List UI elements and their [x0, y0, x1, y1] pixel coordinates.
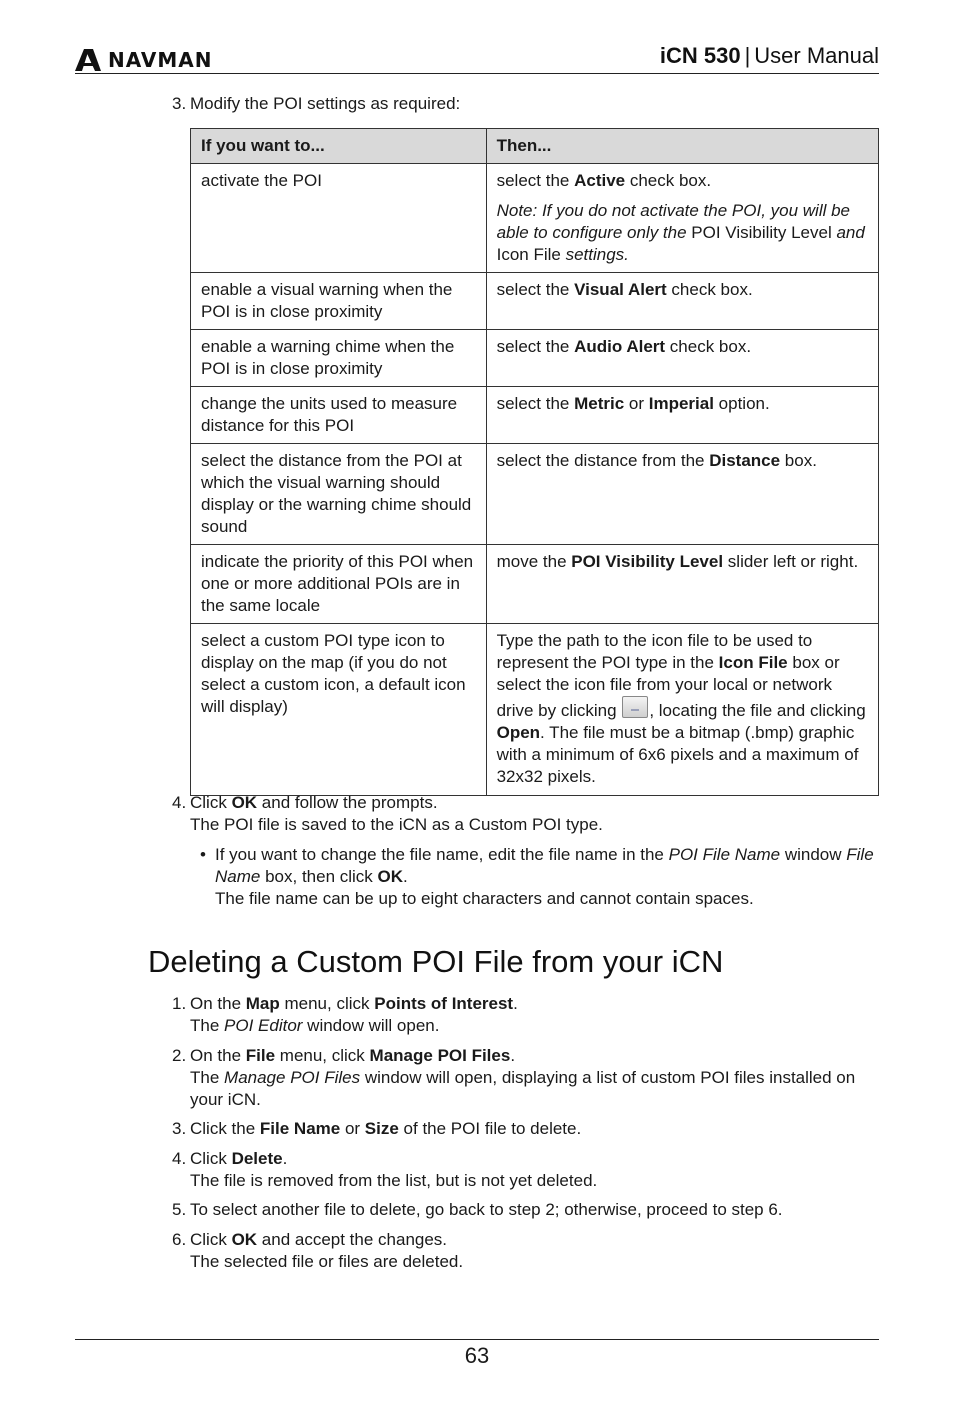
- ui-term: OK: [377, 867, 404, 886]
- text: Click: [190, 1230, 232, 1249]
- text: Click the: [190, 1119, 260, 1138]
- table-cell-then: [486, 545, 878, 624]
- step-text: [190, 1229, 872, 1273]
- table-cell-want: activate the POI: [191, 164, 487, 273]
- section-title: Deleting a Custom POI File from your iCN: [148, 944, 724, 979]
- table-header-row: [191, 129, 879, 164]
- delete-step-3: [172, 1118, 872, 1140]
- text: Type the path to the icon file to be used to represent the POI type in the: [496, 631, 813, 672]
- step-text: [190, 993, 872, 1037]
- table-cell-then: [486, 273, 878, 330]
- table-cell-want: indicate the priority of this POI when one or more additional POIs are in the same locale: [191, 545, 487, 624]
- ui-term: Points of Interest: [374, 994, 514, 1013]
- ui-term: Visual Alert: [574, 280, 667, 299]
- table-cell-want: enable a visual warning when the POI is in close proximity: [191, 273, 487, 330]
- ui-term: Size: [364, 1119, 399, 1138]
- text: or: [624, 394, 649, 413]
- text: menu, click: [275, 1046, 370, 1065]
- text: check box.: [666, 280, 753, 299]
- window-name: POI Editor: [224, 1016, 303, 1035]
- text: box or select the icon file from your local or network drive by clicking: [496, 653, 840, 720]
- table-header-then: Then...: [486, 129, 878, 164]
- note-term: Icon File: [496, 245, 561, 264]
- text: and follow the prompts.: [257, 793, 438, 812]
- text: window: [780, 845, 847, 864]
- step-number: 4.: [172, 1149, 187, 1168]
- ui-term: File: [245, 1046, 276, 1065]
- step-text: [190, 1118, 872, 1140]
- table-cell-then: [486, 164, 878, 273]
- ui-term: Metric: [574, 394, 625, 413]
- text: menu, click: [279, 994, 375, 1013]
- table-row: [191, 387, 879, 444]
- text: select the: [496, 394, 575, 413]
- text: .: [282, 1149, 288, 1168]
- delete-step-1: [172, 993, 872, 1037]
- step-number: 6.: [172, 1230, 187, 1249]
- delete-step-5: [172, 1199, 872, 1221]
- text: check box.: [665, 337, 752, 356]
- text: box.: [780, 451, 817, 470]
- intro-step: [172, 93, 872, 115]
- ui-term: Distance: [709, 451, 781, 470]
- navman-logo-icon: [75, 49, 103, 71]
- table-cell-want: select a custom POI type icon to display on the map (if you do not select a custom icon, a default icon will display): [191, 624, 487, 796]
- table-cell-want: change the units used to measure distance for this POI: [191, 387, 487, 444]
- text: move the: [496, 552, 572, 571]
- ui-term: Manage POI Files: [369, 1046, 511, 1065]
- table-row: [191, 545, 879, 624]
- table-cell-want: select the distance from the POI at which the visual warning should display or the warning chime should sound: [191, 444, 487, 545]
- text: select the distance from the: [496, 451, 710, 470]
- ui-term: POI Visibility Level: [571, 552, 724, 571]
- step-text: Modify the POI settings as required:: [190, 94, 461, 113]
- ui-term: File Name: [259, 1119, 341, 1138]
- step-result: The selected file or files are deleted.: [190, 1252, 464, 1271]
- step-number: 5.: [172, 1200, 187, 1219]
- ui-term: Open: [496, 723, 541, 742]
- table-cell-then: [486, 444, 878, 545]
- field-name: File Name: [215, 845, 874, 886]
- text: or: [340, 1119, 365, 1138]
- text: box, then click: [260, 867, 378, 886]
- text: On the: [190, 994, 246, 1013]
- table-row: [191, 330, 879, 387]
- text: and accept the changes.: [257, 1230, 448, 1249]
- step-number: 1.: [172, 994, 187, 1013]
- text: The: [190, 1068, 225, 1087]
- step-number: 3.: [172, 94, 187, 113]
- note-term: POI Visibility Level: [691, 223, 832, 242]
- text: . The file must be a bitmap (.bmp) graphic with a minimum of 6x6 pixels and a maximum of 32x32 pixels.: [496, 723, 859, 786]
- product-name: iCN 530: [659, 43, 741, 68]
- step-result: The file is removed from the list, but is not yet deleted.: [190, 1171, 598, 1190]
- step-text: To select another file to delete, go back to step 2; otherwise, proceed to step 6.: [190, 1200, 783, 1219]
- text: select the: [496, 171, 575, 190]
- step-4: [172, 792, 872, 836]
- poi-settings-table: [190, 128, 879, 796]
- text: of the POI file to delete.: [398, 1119, 582, 1138]
- page-number: 63: [464, 1343, 490, 1368]
- text: .: [510, 1046, 516, 1065]
- step-number: 2.: [172, 1046, 187, 1065]
- text: Click: [190, 793, 232, 812]
- text: .: [403, 867, 408, 886]
- footer-divider: [75, 1339, 879, 1340]
- window-name: Manage POI Files: [224, 1068, 361, 1087]
- ui-term: Icon File: [718, 653, 788, 672]
- window-name: POI File Name: [668, 845, 781, 864]
- bullet-text: [215, 844, 880, 910]
- step-number: 4.: [172, 793, 187, 812]
- browse-button-icon: [622, 696, 648, 718]
- page-header: [75, 40, 879, 74]
- text: select the: [496, 280, 575, 299]
- text: option.: [713, 394, 770, 413]
- text: .: [513, 994, 518, 1013]
- ui-term: Audio Alert: [574, 337, 666, 356]
- delete-step-4: [172, 1148, 872, 1192]
- text: The: [190, 1016, 225, 1035]
- table-cell-want: enable a warning chime when the POI is in close proximity: [191, 330, 487, 387]
- table-cell-then: [486, 624, 878, 796]
- bullet-note: The file name can be up to eight characters and cannot contain spaces.: [215, 889, 754, 908]
- ui-term: Imperial: [648, 394, 714, 413]
- text: Click: [190, 1149, 232, 1168]
- text: window will open, displaying a list of custom POI files installed on your iCN.: [190, 1068, 856, 1109]
- delete-step-2: [172, 1045, 872, 1111]
- table-cell-then: [486, 387, 878, 444]
- note-text: and: [831, 223, 865, 242]
- step-result: The POI file is saved to the iCN as a Custom POI type.: [190, 815, 603, 834]
- brand-name: NAVMAN: [108, 48, 213, 72]
- step-text: [190, 1148, 872, 1192]
- bullet-dot: •: [200, 845, 206, 864]
- table-header-want: If you want to...: [191, 129, 487, 164]
- step-4-bullet: [200, 844, 880, 910]
- text: slider left or right.: [723, 552, 859, 571]
- ui-term: OK: [231, 1230, 258, 1249]
- step-text: [190, 792, 872, 836]
- manual-title: [660, 42, 879, 70]
- ui-term: Delete: [231, 1149, 283, 1168]
- text: window will open.: [302, 1016, 440, 1035]
- step-text: [190, 1045, 872, 1111]
- note-text: settings.: [560, 245, 629, 264]
- table-cell-then: [486, 330, 878, 387]
- table-row: [191, 164, 879, 273]
- delete-step-6: [172, 1229, 872, 1273]
- doc-title: User Manual: [754, 43, 879, 68]
- text: If you want to change the file name, edit the file name in the: [215, 845, 669, 864]
- note: [497, 200, 868, 266]
- text: On the: [190, 1046, 246, 1065]
- table-row: [191, 444, 879, 545]
- text: check box.: [625, 171, 712, 190]
- table-row: [191, 624, 879, 796]
- ui-term: Active: [574, 171, 626, 190]
- note-text: Note: If you do not activate the POI, you will be able to configure only the: [496, 201, 851, 242]
- ui-term: OK: [231, 793, 258, 812]
- ui-term: Map: [245, 994, 280, 1013]
- text: select the: [496, 337, 575, 356]
- step-number: 3.: [172, 1119, 187, 1138]
- title-separator: |: [744, 43, 751, 68]
- table-row: [191, 273, 879, 330]
- navman-logo: [75, 48, 212, 72]
- text: , locating the file and clicking: [649, 701, 866, 720]
